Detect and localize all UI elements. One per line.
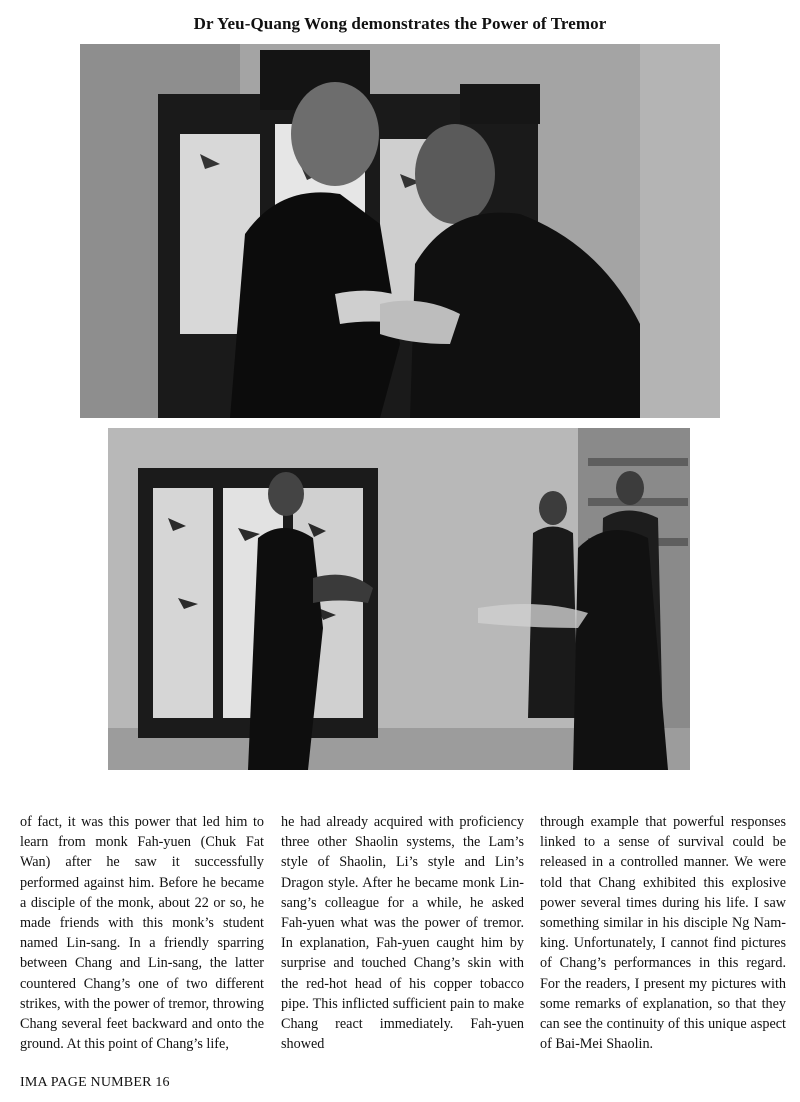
page-footer: IMA PAGE NUMBER 16 [20, 1075, 170, 1090]
article-column-3: through example that powerful responses linked to a sense of survival could be released in a controlled manner. We were told that Chang exhibited this explosive power several times during his life. I saw something similar in his disciple Ng Nam-king. Unfortunately, I cannot find pictures of Chang’s performances in this regard. For the readers, I present my pictures with some remarks of explanation, so that they can see the continuity of this unique aspect of Bai-Mei Shaolin. [540, 814, 786, 1053]
photo-close-demonstration [80, 44, 720, 418]
photo-tremor-strike-image [108, 428, 690, 770]
photo-tremor-strike [108, 428, 690, 770]
article-column-2: he had already acquired with proficiency three other Shaolin systems, the Lam’s style of Shaolin, Li’s style and Lin’s Dragon style. After he became monk Lin-sang’s colleague for a while, he asked Fah-yuen what was the power of tremor. In explanation, Fah-yuen caught him by surprise and touched Chang’s skin with the red-hot head of his copper tobacco pipe. This inflicted sufficient pain to make Chang react immediately. Fah-yuen showed [281, 814, 524, 1053]
article-title: Dr Yeu-Quang Wong demonstrates the Power of Tremor [193, 14, 607, 33]
article-column-1: of fact, it was this power that led him to learn from monk Fah-yuen (Chuk Fat Wan) after he saw it successfully performed against him. Before he became a disciple of the monk, about 22 or so, he made friends with this monk’s student named Lin-sang. In a friendly sparring between Chang and Lin-sang, the latter countered Chang’s one of two different strikes, with the power of tremor, throwing Chang several feet backward and onto the ground. At this point of Chang’s life, [20, 814, 264, 1053]
photo-close-demonstration-image [80, 44, 720, 418]
